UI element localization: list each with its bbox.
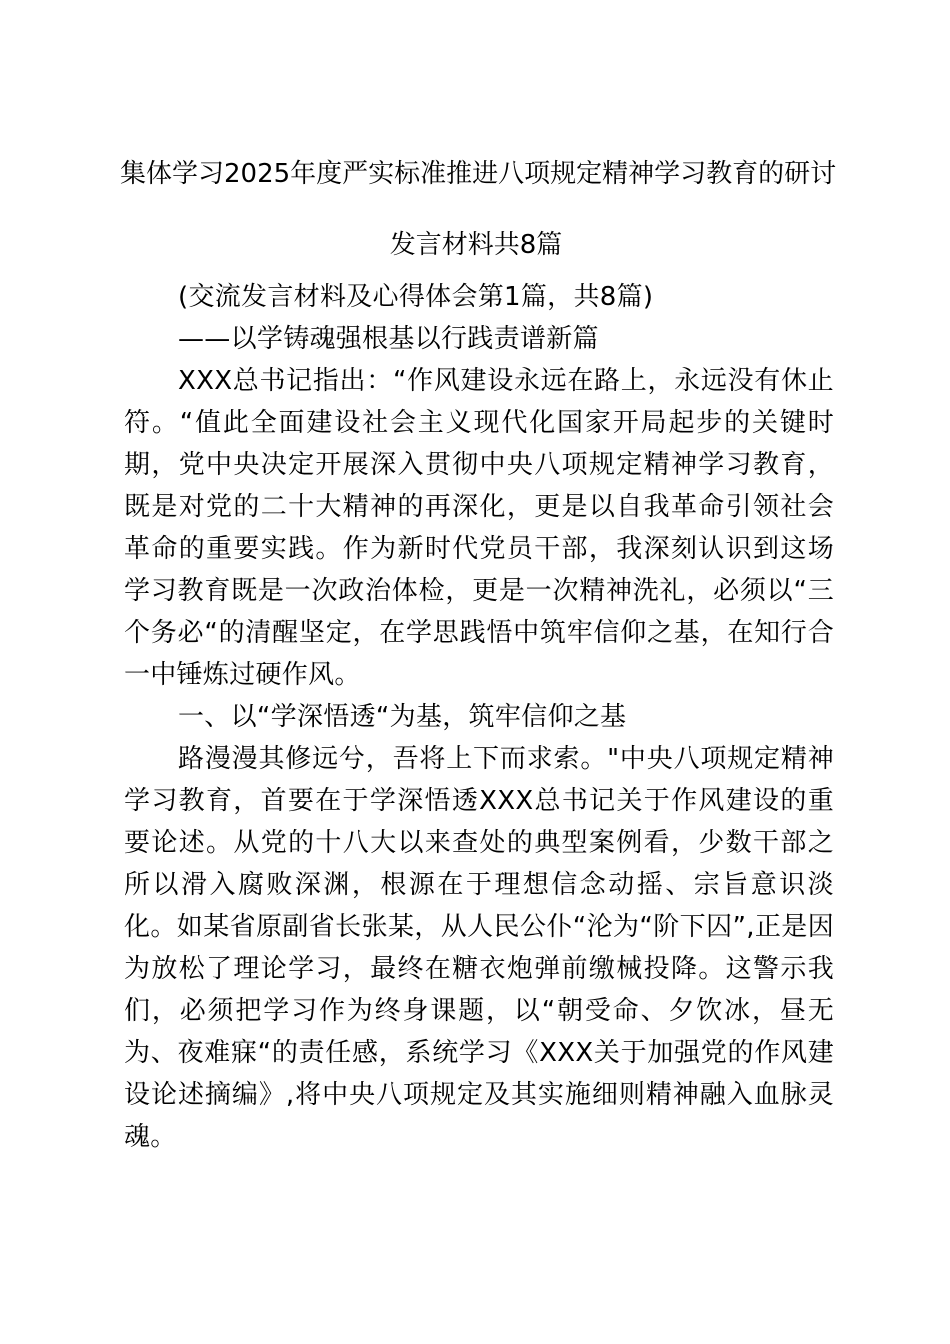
body-paragraph-2: 路漫漫其修远兮，吾将上下而求索。"中央八项规定精神学习教育，首要在于学深悟透XXX总书记关于作风建设的重要论述。从党的十八大以来查处的典型案例看，少数干部之所以滑入腐败深渊，根源在于理想信念动摇、宗旨意识淡化。如某省原副省长张某，从人民公仆“沦为“阶下囚”,正是因为放松了理论学习，最终在糖衣炮弹前缴械投降。这警示我们，必须把学习作为终身课题，以“朝受命、夕饮冰，昼无为、夜难寐“的责任感，系统学习《XXX关于加强党的作风建设论述摘编》,将中央八项规定及其实施细则精神融入血脉灵魂。 — [124, 744, 834, 1152]
document-body — [124, 276, 834, 1158]
document-title-line-1: 集体学习2025年度严实标准推进八项规定精神学习教育的研讨 — [120, 159, 837, 189]
document-title-line-2: 发言材料共8篇 — [389, 230, 563, 260]
section-heading-1: 一、以“学深悟透“为基，筑牢信仰之基 — [178, 702, 627, 732]
body-paragraph-1: XXX总书记指出：“作风建设永远在路上，永远没有休止符。“值此全面建设社会主义现代化国家开局起步的关键时期，党中央决定开展深入贯彻中央八项规定精神学习教育，既是对党的二十大精神的再深化，更是以自我革命引领社会革命的重要实践。作为新时代党员干部，我深刻认识到这场学习教育既是一次政治体检，更是一次精神洗礼，必须以“三个务必“的清醒坚定，在学思践悟中筑牢信仰之基，在知行合一中锤炼过硬作风。 — [124, 366, 834, 690]
document-subtitle: ——以学铸魂强根基以行践责谱新篇 — [178, 324, 599, 354]
series-note: (交流发言材料及心得体会第1篇，共8篇) — [178, 282, 654, 312]
